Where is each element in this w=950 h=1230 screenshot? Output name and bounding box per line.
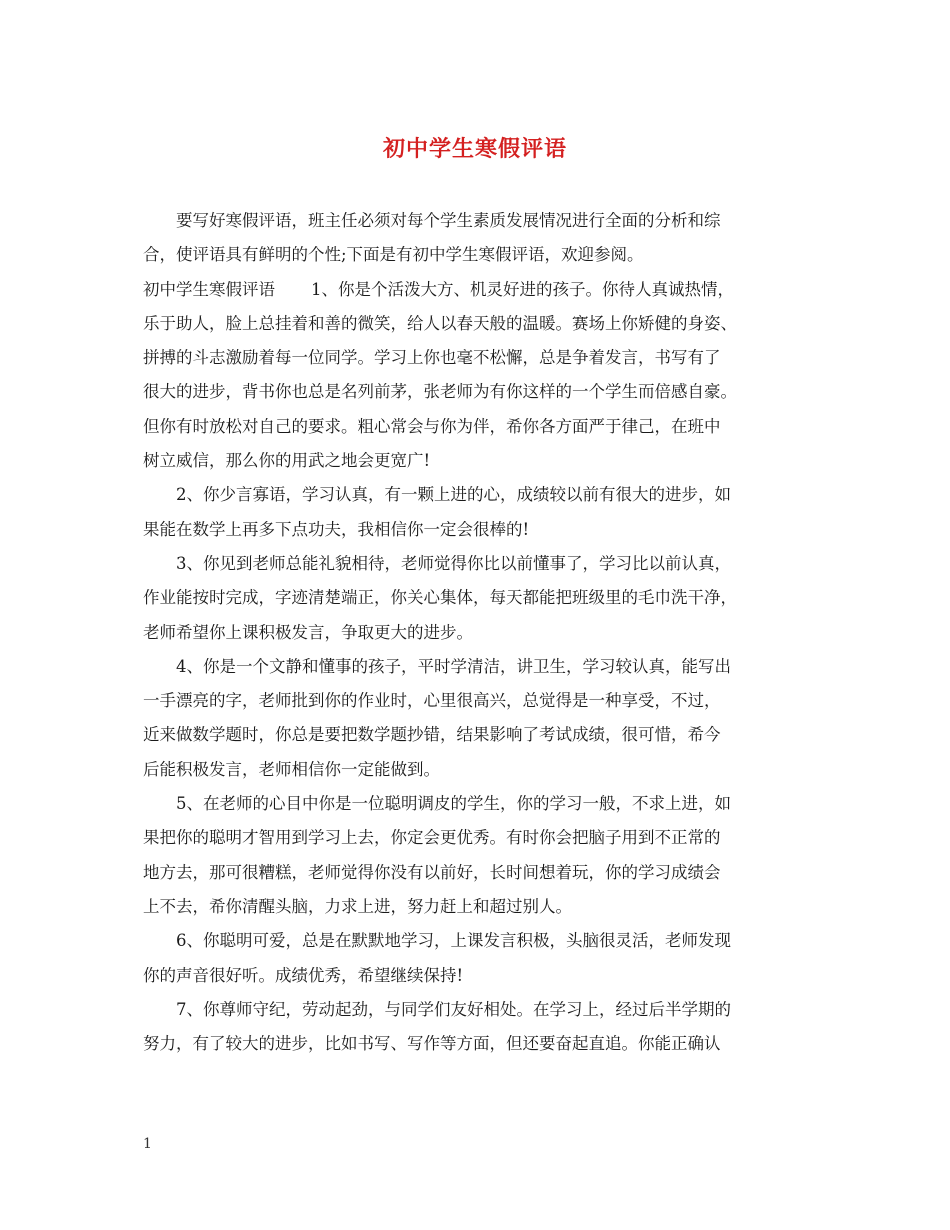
text-line: 乐于助人，脸上总挂着和善的微笑，给人以春天般的温暖。赛场上你矫健的身姿、	[143, 313, 737, 333]
text-line: 3、你见到老师总能礼貌相待，老师觉得你比以前懂事了，学习比以前认真，	[176, 553, 731, 573]
text-line: 后能积极发言，老师相信你一定能做到。	[143, 759, 440, 779]
text-line: 一手漂亮的字，老师批到你的作业时，心里很高兴，总觉得是一种享受，不过，	[143, 691, 721, 711]
text-line: 上不去，希你清醒头脑，力求上进，努力赶上和超过别人。	[143, 896, 572, 916]
page-number: 1	[143, 1136, 152, 1152]
text-line: 要写好寒假评语，班主任必须对每个学生素质发展情况进行全面的分析和综	[176, 211, 721, 230]
text-line: 6、你聪明可爱，总是在默默地学习，上课发言积极，头脑很灵活，老师发现	[176, 931, 731, 951]
text-line: 果能在数学上再多下点功夫，我相信你一定会很棒的!	[143, 519, 530, 539]
text-line: 但你有时放松对自己的要求。粗心常会与你为伴，希你各方面严于律己，在班中	[143, 416, 721, 436]
text-line: 近来做数学题时，你总是要把数学题抄错，结果影响了考试成绩，很可惜，希今	[143, 725, 721, 745]
text-line: 作业能按时完成，字迹清楚端正，你关心集体，每天都能把班级里的毛巾洗干净，	[143, 588, 737, 608]
text-line: 你的声音很好听。成绩优秀，希望继续保持!	[143, 965, 464, 985]
text-line: 5、在老师的心目中你是一位聪明调皮的学生，你的学习一般，不求上进，如	[176, 794, 731, 814]
document-title: 初中学生寒假评语	[382, 136, 567, 162]
text-line: 拼搏的斗志激励着每一位同学。学习上你也毫不松懈，总是争着发言，书写有了	[143, 348, 721, 368]
text-line: 果把你的聪明才智用到学习上去，你定会更优秀。有时你会把脑子用到不正常的	[143, 828, 721, 848]
text-line: 7、你尊师守纪，劳动起劲，与同学们友好相处。在学习上，经过后半学期的	[176, 999, 731, 1019]
text-line: 地方去，那可很糟糕，老师觉得你没有以前好，长时间想着玩，你的学习成绩会	[143, 862, 721, 882]
text-line: 树立威信，那么你的用武之地会更宽广!	[143, 451, 431, 471]
text-line: 2、你少言寡语，学习认真，有一颗上进的心，成绩较以前有很大的进步，如	[176, 485, 731, 505]
section-heading: 初中学生寒假评语	[143, 279, 275, 299]
document-body	[143, 204, 813, 1061]
text-line: 4、你是一个文静和懂事的孩子，平时学清洁，讲卫生，学习较认真，能写出	[176, 656, 731, 676]
text-line: 努力，有了较大的进步，比如书写、写作等方面，但还要奋起直追。你能正确认	[143, 1034, 721, 1054]
text-line: 合，使评语具有鲜明的个性;下面是有初中学生寒假评语，欢迎参阅。	[143, 245, 644, 265]
text-line: 老师希望你上课积极发言，争取更大的进步。	[143, 622, 473, 642]
text-line: 初中学生寒假评语 1、你是个活泼大方、机灵好进的孩子。你待人真诚热情，	[143, 279, 734, 299]
text-line: 很大的进步，背书你也总是名列前茅，张老师为有你这样的一个学生而倍感自豪。	[143, 382, 737, 402]
